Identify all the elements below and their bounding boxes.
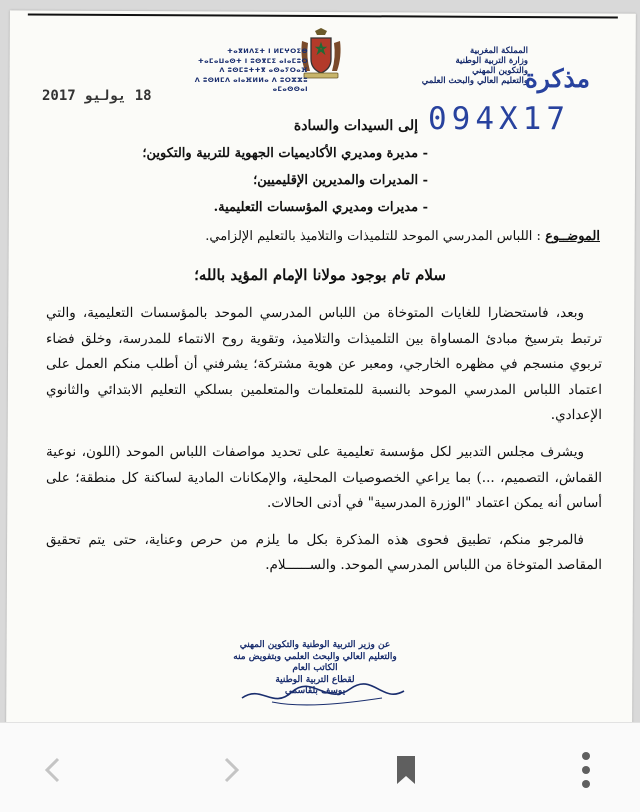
signature-line: يوسف بلقاسمي <box>284 686 346 696</box>
subject-line <box>40 229 600 244</box>
header-tifinagh <box>178 47 308 95</box>
header-line: والتعليم العالي والبحث العلمي <box>421 76 528 86</box>
memo-number: 094X17 <box>428 101 570 137</box>
header-line: ⴷ ⵓⵙⵍⵎⴷ ⴰⵏⴰⴼⵍⵍⴰ ⴷ ⵓⵔⵣⵣⵓ ⴰⵎⴰⵙⵙⴰⵏ <box>194 75 308 94</box>
recipients-heading: إلى السيدات والسادة <box>293 118 418 134</box>
signature-line: الكاتب العام <box>292 663 338 673</box>
body-paragraph: فالمرجو منكم، تطبيق فحوى هذه المذكرة بكل ما يلزم من حرص وعناية، حتى يتم تحقيق المقاصد المتوخاة من اللباس المدرسي الموحد. والســــــلام. <box>46 531 602 574</box>
header-line: المملكة المغربية <box>470 46 528 56</box>
bookmark-icon <box>395 754 417 786</box>
more-options-button[interactable] <box>566 750 606 790</box>
body-paragraph: وبعد، فاستحضارا للغايات المتوخاة من اللباس المدرسي الموحد بالمؤسسات التعليمية، والتي ترتبط بترسيخ مبادئ المساواة بين التلميذات والتلاميذ، وتقوية روح الانتماء للمدرسة، وخلق فضاء تربوي منسجم في مظهره الخارجي، ومعبر عن هوية مشتركة؛ يشرفني أن أطلب منكم العمل على اعتماد اللباس المدرسي الموحد بالنسبة للمتعلمات والمتعلمين بسلكي التعليم الابتدائي والثانوي الإعدادي. <box>46 305 602 424</box>
top-rule <box>28 13 618 18</box>
forward-button[interactable] <box>212 750 252 790</box>
bookmark-button[interactable] <box>386 750 426 790</box>
header-line: ⴷ ⵓⵙⵎⵓⵜⵜⴳ ⴰⵙⴰⵢⵔⴰⴼ <box>219 66 308 75</box>
more-vert-icon <box>580 750 592 790</box>
header-line: والتكوين المهني <box>472 66 528 76</box>
signature-line: لقطاع التربية الوطنية <box>275 674 355 685</box>
subject-label: الموضــوع <box>545 229 600 244</box>
recipient-item: - مديرات ومديري المؤسسات التعليمية. <box>128 194 428 221</box>
back-arrow-icon <box>43 757 61 783</box>
recipient-item: - مديرة ومديري الأكاديميات الجهوية للتربية والتكوين؛ <box>128 140 428 167</box>
browser-bottom-bar <box>0 722 640 812</box>
greeting: سلام تام بوجود مولانا الإمام المؤيد بالله؛ <box>194 266 446 284</box>
header-line: وزارة التربية الوطنية <box>455 56 528 66</box>
body-paragraph: ويشرف مجلس التدبير لكل مؤسسة تعليمية على تحديد مواصفات اللباس الموحد (اللون، نوعية القماش، التصميم، ...) بما يراعي الخصوصيات المحلية، والإمكانات المادية لساكنة كل منطقة؛ على أساس أنه يمكن اعتماد "الوزرة المدرسية" في أدنى الحالات. <box>46 443 602 512</box>
back-button[interactable] <box>32 750 72 790</box>
recipients-list <box>128 140 428 221</box>
header-line: ⵜⴰⴳⵍⴷⵉⵜ ⵏ ⵍⵎⵖⵔⵉⴱ <box>227 47 308 55</box>
handwritten-signature-icon <box>232 680 412 710</box>
signature-line: والتعليم العالي والبحث العلمي وبتفويض منه <box>233 651 397 662</box>
signature-line: عن وزير التربية الوطنية والتكوين المهني <box>239 640 391 650</box>
header-arabic <box>388 46 528 86</box>
memo-body <box>46 301 602 590</box>
date-stamp: 18 يوليو 2017 <box>42 88 152 104</box>
memo-stamp-label: مذكرة <box>524 64 590 93</box>
recipient-item: - المديرات والمديرين الإقليميين؛ <box>128 167 428 194</box>
subject-text: : اللباس المدرسي الموحد للتلميذات والتلاميذ بالتعليم الإلزامي. <box>205 229 541 244</box>
header-line: ⵜⴰⵎⴰⵡⴰⵙⵜ ⵏ ⵓⵙⴳⵎⵉ ⴰⵏⴰⵎⵓⵔ <box>198 56 308 65</box>
forward-arrow-icon <box>223 757 241 783</box>
